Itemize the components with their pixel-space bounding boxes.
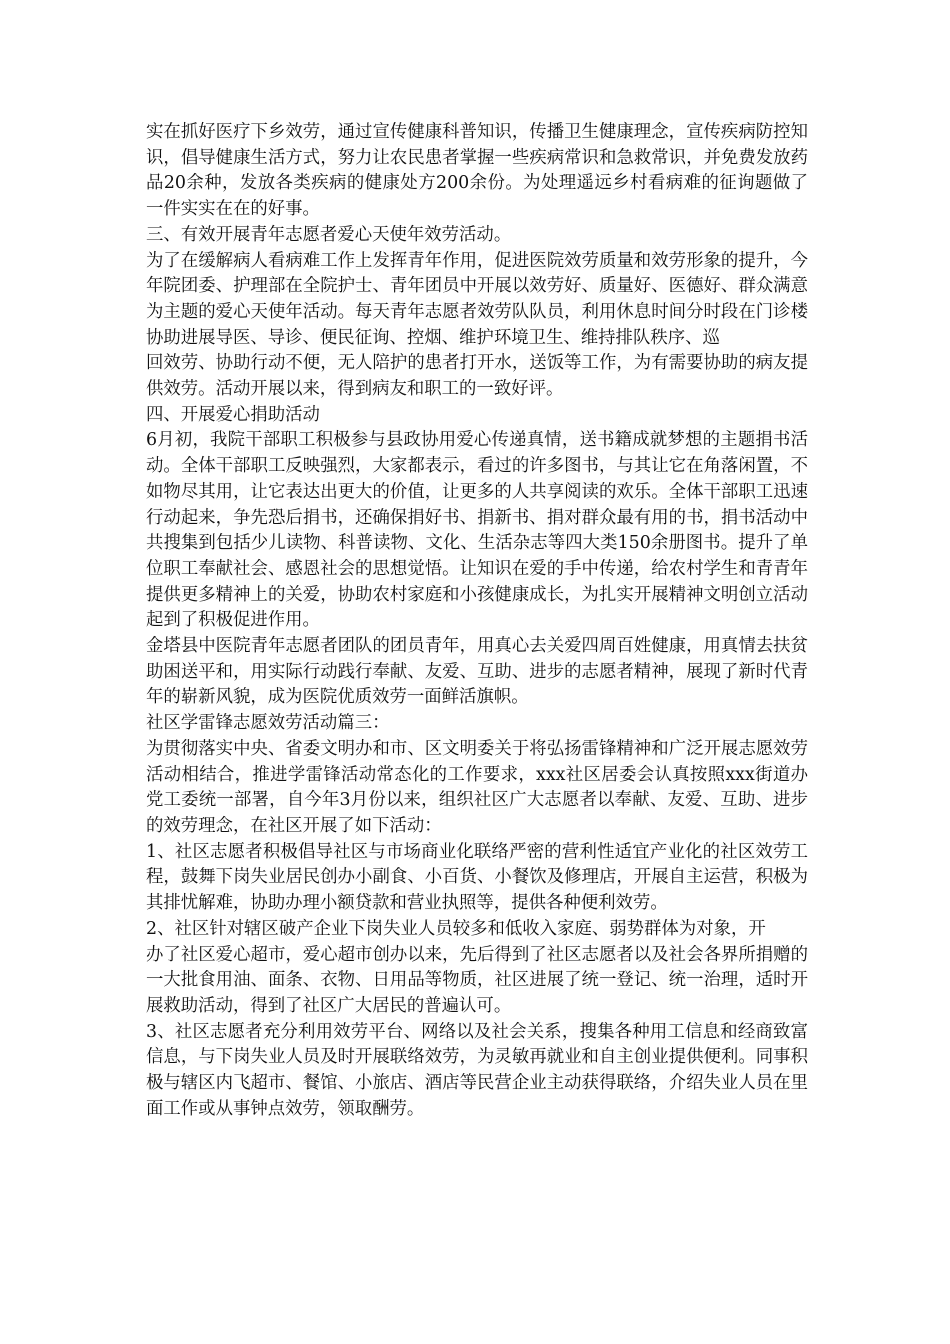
chapter-heading-3: 社区学雷锋志愿效劳活动篇三： bbox=[146, 713, 390, 734]
paragraph-item-3: 3、社区志愿者充分利用效劳平台、网络以及社会关系，搜集各种用工信息和经商致富信息，与下岗失业人员及时开展联络效劳，为灵敏再就业和自主创业提供便利。同事积极与辖区内飞超市、餐馆、小旅店、酒店等民营企业主动获得联络，介绍失业人员在里面工作或从事钟点效劳，领取酬劳。 bbox=[146, 1021, 808, 1119]
paragraph-angel-year: 为了在缓解病人看病难工作上发挥青年作用，促进医院效劳质量和效劳形象的提升，今年院团委、护理部在全院护士、青年团员中开展以效劳好、质量好、医德好、群众满意为主题的爱心天使年活动。每天青年志愿者效劳队队员，利用休息时间分时段在门诊楼协助进展导医、导诊、便民征询、控烟、维护环境卫生、维持排队秩序、巡 bbox=[146, 250, 808, 348]
paragraph-item-1: 1、社区志愿者积极倡导社区与市场商业化联络严密的营利性适宜产业化的社区效劳工程，鼓舞下岗失业居民创办小副食、小百货、小餐饮及修理店，开展自主运营，积极为其排忧解难，协助办理小额贷款和营业执照等，提供各种便利效劳。 bbox=[146, 841, 808, 914]
paragraph-community-intro: 为贯彻落实中央、省委文明办和市、区文明委关于将弘扬雷锋精神和广泛开展志愿效劳活动相结合，推进学雷锋活动常态化的工作要求，xxx社区居委会认真按照xxx街道办党工委统一部署，自今年3月份以来，组织社区广大志愿者以奉献、友爱、互助、进步的效劳理念，在社区开展了如下活动： bbox=[146, 738, 808, 836]
paragraph-angel-year-cont: 回效劳、协助行动不便，无人陪护的患者打开水，送饭等工作，为有需要协助的病友提供效劳。活动开展以来，得到病友和职工的一致好评。 bbox=[146, 353, 808, 400]
paragraph-item-2-cont: 办了社区爱心超市，爱心超市创办以来，先后得到了社区志愿者以及社会各界所捐赠的一大批食用油、面条、衣物、日用品等物质，社区进展了统一登记、统一治理，适时开展救助活动，得到了社区广大居民的普遍认可。 bbox=[146, 944, 808, 1016]
paragraph-book-donation: 6月初，我院干部职工积极参与县政协用爱心传递真情，送书籍成就梦想的主题捐书活动。全体干部职工反映强烈，大家都表示，看过的许多图书，与其让它在角落闲置，不如物尽其用，让它表达出更大的价值，让更多的人共享阅读的欢乐。全体干部职工迅速行动起来，争先恐后捐书，还确保捐好书、捐新书、捐对群众最有用的书，捐书活动中共搜集到包括少儿读物、科普读物、文化、生活杂志等四大类150余册图书。提升了单位职工奉献社会、感恩社会的思想觉悟。让知识在爱的手中传递，给农村学生和青青年提供更多精神上的关爱，协助农村家庭和小孩健康成长，为扎实开展精神文明创立活动起到了积极促进作用。 bbox=[146, 430, 808, 631]
paragraph-item-2: 2、社区针对辖区破产企业下岗失业人员较多和低收入家庭、弱势群体为对象，开 bbox=[146, 918, 766, 939]
paragraph-summary: 金塔县中医院青年志愿者团队的团员青年，用真心去关爱四周百姓健康，用真情去扶贫助困送平和，用实际行动践行奉献、友爱、互助、进步的志愿者精神，展现了新时代青年的崭新风貌，成为医院优质效劳一面鲜活旗帜。 bbox=[146, 636, 808, 708]
paragraph-medical-outreach: 实在抓好医疗下乡效劳，通过宣传健康科普知识，传播卫生健康理念，宣传疾病防控知识，倡导健康生活方式，努力让农民患者掌握一些疾病常识和急救常识，并免费发放药品20余种，发放各类疾病的健康处方200余份。为处理遥远乡村看病难的征询题做了一件实实在在的好事。 bbox=[146, 122, 808, 220]
document-page bbox=[146, 120, 808, 1122]
section-heading-3: 三、有效开展青年志愿者爱心天使年效劳活动。 bbox=[146, 224, 512, 245]
section-heading-4: 四、开展爱心捐助活动 bbox=[146, 404, 320, 425]
